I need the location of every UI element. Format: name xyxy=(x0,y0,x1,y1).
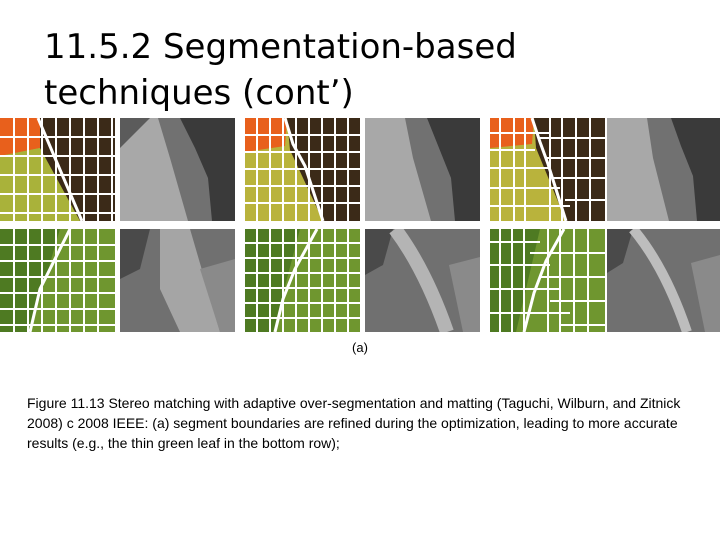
disparity-panel-bottom-initial xyxy=(120,229,235,332)
segmentation-panel-bottom-final xyxy=(490,229,605,332)
segmentation-panel-bottom-refined xyxy=(245,229,360,332)
disparity-panel-top-final xyxy=(607,118,720,221)
disparity-panel-top-refined xyxy=(365,118,480,221)
segmentation-panel-top-initial xyxy=(0,118,115,221)
figure-sublabel: (a) xyxy=(352,340,368,355)
figure-caption: Figure 11.13 Stereo matching with adaptive over-segmentation and matting (Taguchi, Wilburn, and Zitnick 2008) c 2008 IEEE: (a) segment boundaries are refined during the optimization, leading to more accurate results (e.g., the thin green leaf in the bottom row); xyxy=(27,395,681,451)
figure-panels xyxy=(0,118,720,332)
segmentation-panel-bottom-initial xyxy=(0,229,115,332)
slide-title: 11.5.2 Segmentation-based techniques (cont’) xyxy=(44,27,517,113)
disparity-panel-top-initial xyxy=(120,118,235,221)
segmentation-panel-top-refined xyxy=(245,118,360,221)
segmentation-panel-top-final xyxy=(490,118,605,221)
disparity-panel-bottom-final xyxy=(607,229,720,332)
disparity-panel-bottom-refined xyxy=(365,229,480,332)
